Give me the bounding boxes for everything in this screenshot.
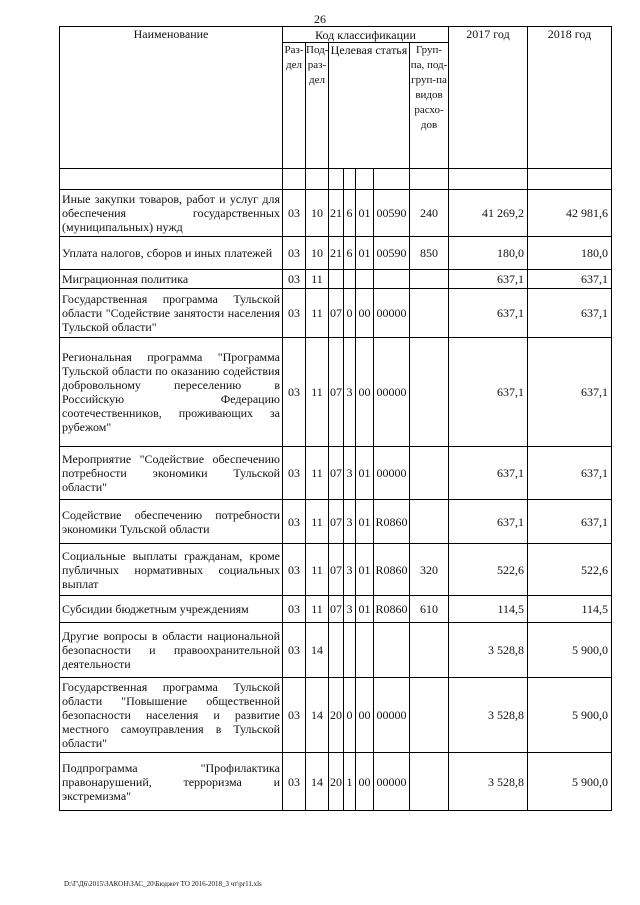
cell-y2: 637,1 bbox=[528, 270, 612, 289]
budget-table bbox=[59, 26, 612, 811]
cell-y1: 3 528,8 bbox=[449, 623, 528, 678]
cell-t3: 01 bbox=[356, 500, 374, 544]
cell-y1: 637,1 bbox=[449, 500, 528, 544]
cell-y1: 180,0 bbox=[449, 237, 528, 270]
cell-vr bbox=[410, 623, 449, 678]
cell-pr: 11 bbox=[306, 270, 329, 289]
cell-t4: 00590 bbox=[374, 190, 410, 237]
footer-file-path: D:\Г\Д6\2015\ЗАКОН\ЗАС_20\Бюджет ТО 2016-2018_3 чт\pr11.xls bbox=[64, 880, 262, 888]
cell-t4: R0860 bbox=[374, 500, 410, 544]
cell-t3: 01 bbox=[356, 237, 374, 270]
cell-rz: 03 bbox=[283, 190, 306, 237]
cell-t3: 00 bbox=[356, 338, 374, 447]
table-row bbox=[60, 544, 612, 596]
cell-t4 bbox=[374, 270, 410, 289]
cell-t1: 20 bbox=[329, 753, 344, 811]
cell-y2: 637,1 bbox=[528, 500, 612, 544]
cell-pr: 10 bbox=[306, 237, 329, 270]
cell-t3: 01 bbox=[356, 447, 374, 500]
cell-vr bbox=[410, 678, 449, 753]
table-row bbox=[60, 753, 612, 811]
cell-t3 bbox=[356, 623, 374, 678]
cell-vr bbox=[410, 289, 449, 338]
cell-rz: 03 bbox=[283, 500, 306, 544]
cell-pr: 14 bbox=[306, 623, 329, 678]
cell-name: Уплата налогов, сборов и иных платежей bbox=[60, 237, 283, 270]
cell-name: Государственная программа Тульской области "Повышение общественной безопасности населения и развитие местного самоуправления в Тульской области" bbox=[60, 678, 283, 753]
cell-t2: 6 bbox=[344, 190, 356, 237]
table-row bbox=[60, 623, 612, 678]
cell-pr: 10 bbox=[306, 190, 329, 237]
cell-rz: 03 bbox=[283, 289, 306, 338]
cell-y2: 5 900,0 bbox=[528, 623, 612, 678]
cell-y2: 637,1 bbox=[528, 289, 612, 338]
cell-y1: 637,1 bbox=[449, 338, 528, 447]
cell-y1: 41 269,2 bbox=[449, 190, 528, 237]
cell-t4 bbox=[374, 623, 410, 678]
cell-y2: 5 900,0 bbox=[528, 678, 612, 753]
page-number: 26 bbox=[314, 12, 326, 26]
cell-t1: 21 bbox=[329, 237, 344, 270]
cell-t1: 20 bbox=[329, 678, 344, 753]
cell-pr: 11 bbox=[306, 447, 329, 500]
cell-pr: 11 bbox=[306, 544, 329, 596]
cell-y2: 522,6 bbox=[528, 544, 612, 596]
cell-t3: 00 bbox=[356, 753, 374, 811]
cell-t1: 07 bbox=[329, 544, 344, 596]
cell-pr: 11 bbox=[306, 596, 329, 623]
table-row bbox=[60, 270, 612, 289]
header-target-item: Целевая статья bbox=[329, 43, 410, 169]
cell-vr bbox=[410, 500, 449, 544]
header-name: Наименование bbox=[60, 27, 283, 169]
cell-pr: 11 bbox=[306, 289, 329, 338]
cell-y1: 3 528,8 bbox=[449, 678, 528, 753]
cell-name: Миграционная политика bbox=[60, 270, 283, 289]
cell-t2 bbox=[344, 270, 356, 289]
cell-rz: 03 bbox=[283, 447, 306, 500]
cell-name: Другие вопросы в области национальной безопасности и правоохранительной деятельности bbox=[60, 623, 283, 678]
cell-y1: 3 528,8 bbox=[449, 753, 528, 811]
cell-y1: 637,1 bbox=[449, 447, 528, 500]
cell-t1: 07 bbox=[329, 289, 344, 338]
cell-t2 bbox=[344, 623, 356, 678]
cell-name: Субсидии бюджетным учреждениям bbox=[60, 596, 283, 623]
cell-t4: 00590 bbox=[374, 237, 410, 270]
cell-t1 bbox=[329, 623, 344, 678]
cell-t4: R0860 bbox=[374, 596, 410, 623]
table-row bbox=[60, 596, 612, 623]
cell-vr: 240 bbox=[410, 190, 449, 237]
header-year-2018: 2018 год bbox=[528, 27, 612, 169]
spacer-row bbox=[60, 169, 612, 190]
cell-t3: 01 bbox=[356, 544, 374, 596]
cell-vr: 850 bbox=[410, 237, 449, 270]
cell-t1: 21 bbox=[329, 190, 344, 237]
table-row bbox=[60, 338, 612, 447]
cell-y1: 522,6 bbox=[449, 544, 528, 596]
cell-pr: 11 bbox=[306, 500, 329, 544]
cell-name: Региональная программа "Программа Тульской области по оказанию содействия добровольному переселению в Российскую Федерацию соотечественников, проживающих за рубежом" bbox=[60, 338, 283, 447]
cell-t3 bbox=[356, 270, 374, 289]
table-row bbox=[60, 190, 612, 237]
cell-y2: 180,0 bbox=[528, 237, 612, 270]
cell-t1: 07 bbox=[329, 596, 344, 623]
cell-pr: 14 bbox=[306, 678, 329, 753]
cell-vr bbox=[410, 338, 449, 447]
header-code: Код классификации bbox=[283, 27, 449, 43]
cell-t3: 01 bbox=[356, 190, 374, 237]
table-row bbox=[60, 500, 612, 544]
table-row bbox=[60, 678, 612, 753]
cell-y2: 5 900,0 bbox=[528, 753, 612, 811]
cell-t2: 3 bbox=[344, 596, 356, 623]
table-body bbox=[60, 169, 612, 811]
cell-t4: 00000 bbox=[374, 678, 410, 753]
cell-t2: 3 bbox=[344, 500, 356, 544]
cell-rz: 03 bbox=[283, 544, 306, 596]
cell-t1 bbox=[329, 270, 344, 289]
cell-y2: 114,5 bbox=[528, 596, 612, 623]
cell-rz: 03 bbox=[283, 237, 306, 270]
cell-t3: 00 bbox=[356, 289, 374, 338]
cell-vr: 320 bbox=[410, 544, 449, 596]
cell-rz: 03 bbox=[283, 753, 306, 811]
cell-rz: 03 bbox=[283, 270, 306, 289]
cell-y1: 637,1 bbox=[449, 289, 528, 338]
table-row bbox=[60, 237, 612, 270]
cell-t4: 00000 bbox=[374, 289, 410, 338]
cell-name: Содействие обеспечению потребности экономики Тульской области bbox=[60, 500, 283, 544]
cell-t4: 00000 bbox=[374, 447, 410, 500]
cell-pr: 14 bbox=[306, 753, 329, 811]
cell-t1: 07 bbox=[329, 338, 344, 447]
table-row bbox=[60, 447, 612, 500]
cell-t2: 0 bbox=[344, 289, 356, 338]
cell-pr: 11 bbox=[306, 338, 329, 447]
table-row bbox=[60, 289, 612, 338]
cell-t4: 00000 bbox=[374, 338, 410, 447]
cell-t4: R0860 bbox=[374, 544, 410, 596]
cell-rz: 03 bbox=[283, 623, 306, 678]
cell-t2: 6 bbox=[344, 237, 356, 270]
cell-rz: 03 bbox=[283, 596, 306, 623]
cell-rz: 03 bbox=[283, 678, 306, 753]
cell-vr bbox=[410, 447, 449, 500]
cell-y1: 114,5 bbox=[449, 596, 528, 623]
cell-name: Иные закупки товаров, работ и услуг для обеспечения государственных (муниципальных) нужд bbox=[60, 190, 283, 237]
cell-t2: 1 bbox=[344, 753, 356, 811]
cell-t2: 3 bbox=[344, 447, 356, 500]
header-podrazdel: Под-раз-дел bbox=[306, 43, 329, 169]
cell-y2: 637,1 bbox=[528, 447, 612, 500]
cell-t1: 07 bbox=[329, 447, 344, 500]
cell-name: Подпрограмма "Профилактика правонарушений, терроризма и экстремизма" bbox=[60, 753, 283, 811]
cell-y2: 42 981,6 bbox=[528, 190, 612, 237]
cell-t3: 00 bbox=[356, 678, 374, 753]
header-razdel: Раз-дел bbox=[283, 43, 306, 169]
cell-t3: 01 bbox=[356, 596, 374, 623]
cell-y1: 637,1 bbox=[449, 270, 528, 289]
cell-rz: 03 bbox=[283, 338, 306, 447]
cell-t2: 3 bbox=[344, 544, 356, 596]
cell-t1: 07 bbox=[329, 500, 344, 544]
cell-t4: 00000 bbox=[374, 753, 410, 811]
cell-t2: 0 bbox=[344, 678, 356, 753]
cell-name: Социальные выплаты гражданам, кроме публичных нормативных социальных выплат bbox=[60, 544, 283, 596]
cell-vr bbox=[410, 270, 449, 289]
cell-vr bbox=[410, 753, 449, 811]
cell-vr: 610 bbox=[410, 596, 449, 623]
cell-name: Государственная программа Тульской области "Содействие занятости населения Тульской области" bbox=[60, 289, 283, 338]
header-expense-group: Груп-па, под-груп-па видов расхо-дов bbox=[410, 43, 449, 169]
cell-t2: 3 bbox=[344, 338, 356, 447]
cell-name: Мероприятие "Содействие обеспечению потребности экономики Тульской области" bbox=[60, 447, 283, 500]
cell-y2: 637,1 bbox=[528, 338, 612, 447]
header-year-2017: 2017 год bbox=[449, 27, 528, 169]
